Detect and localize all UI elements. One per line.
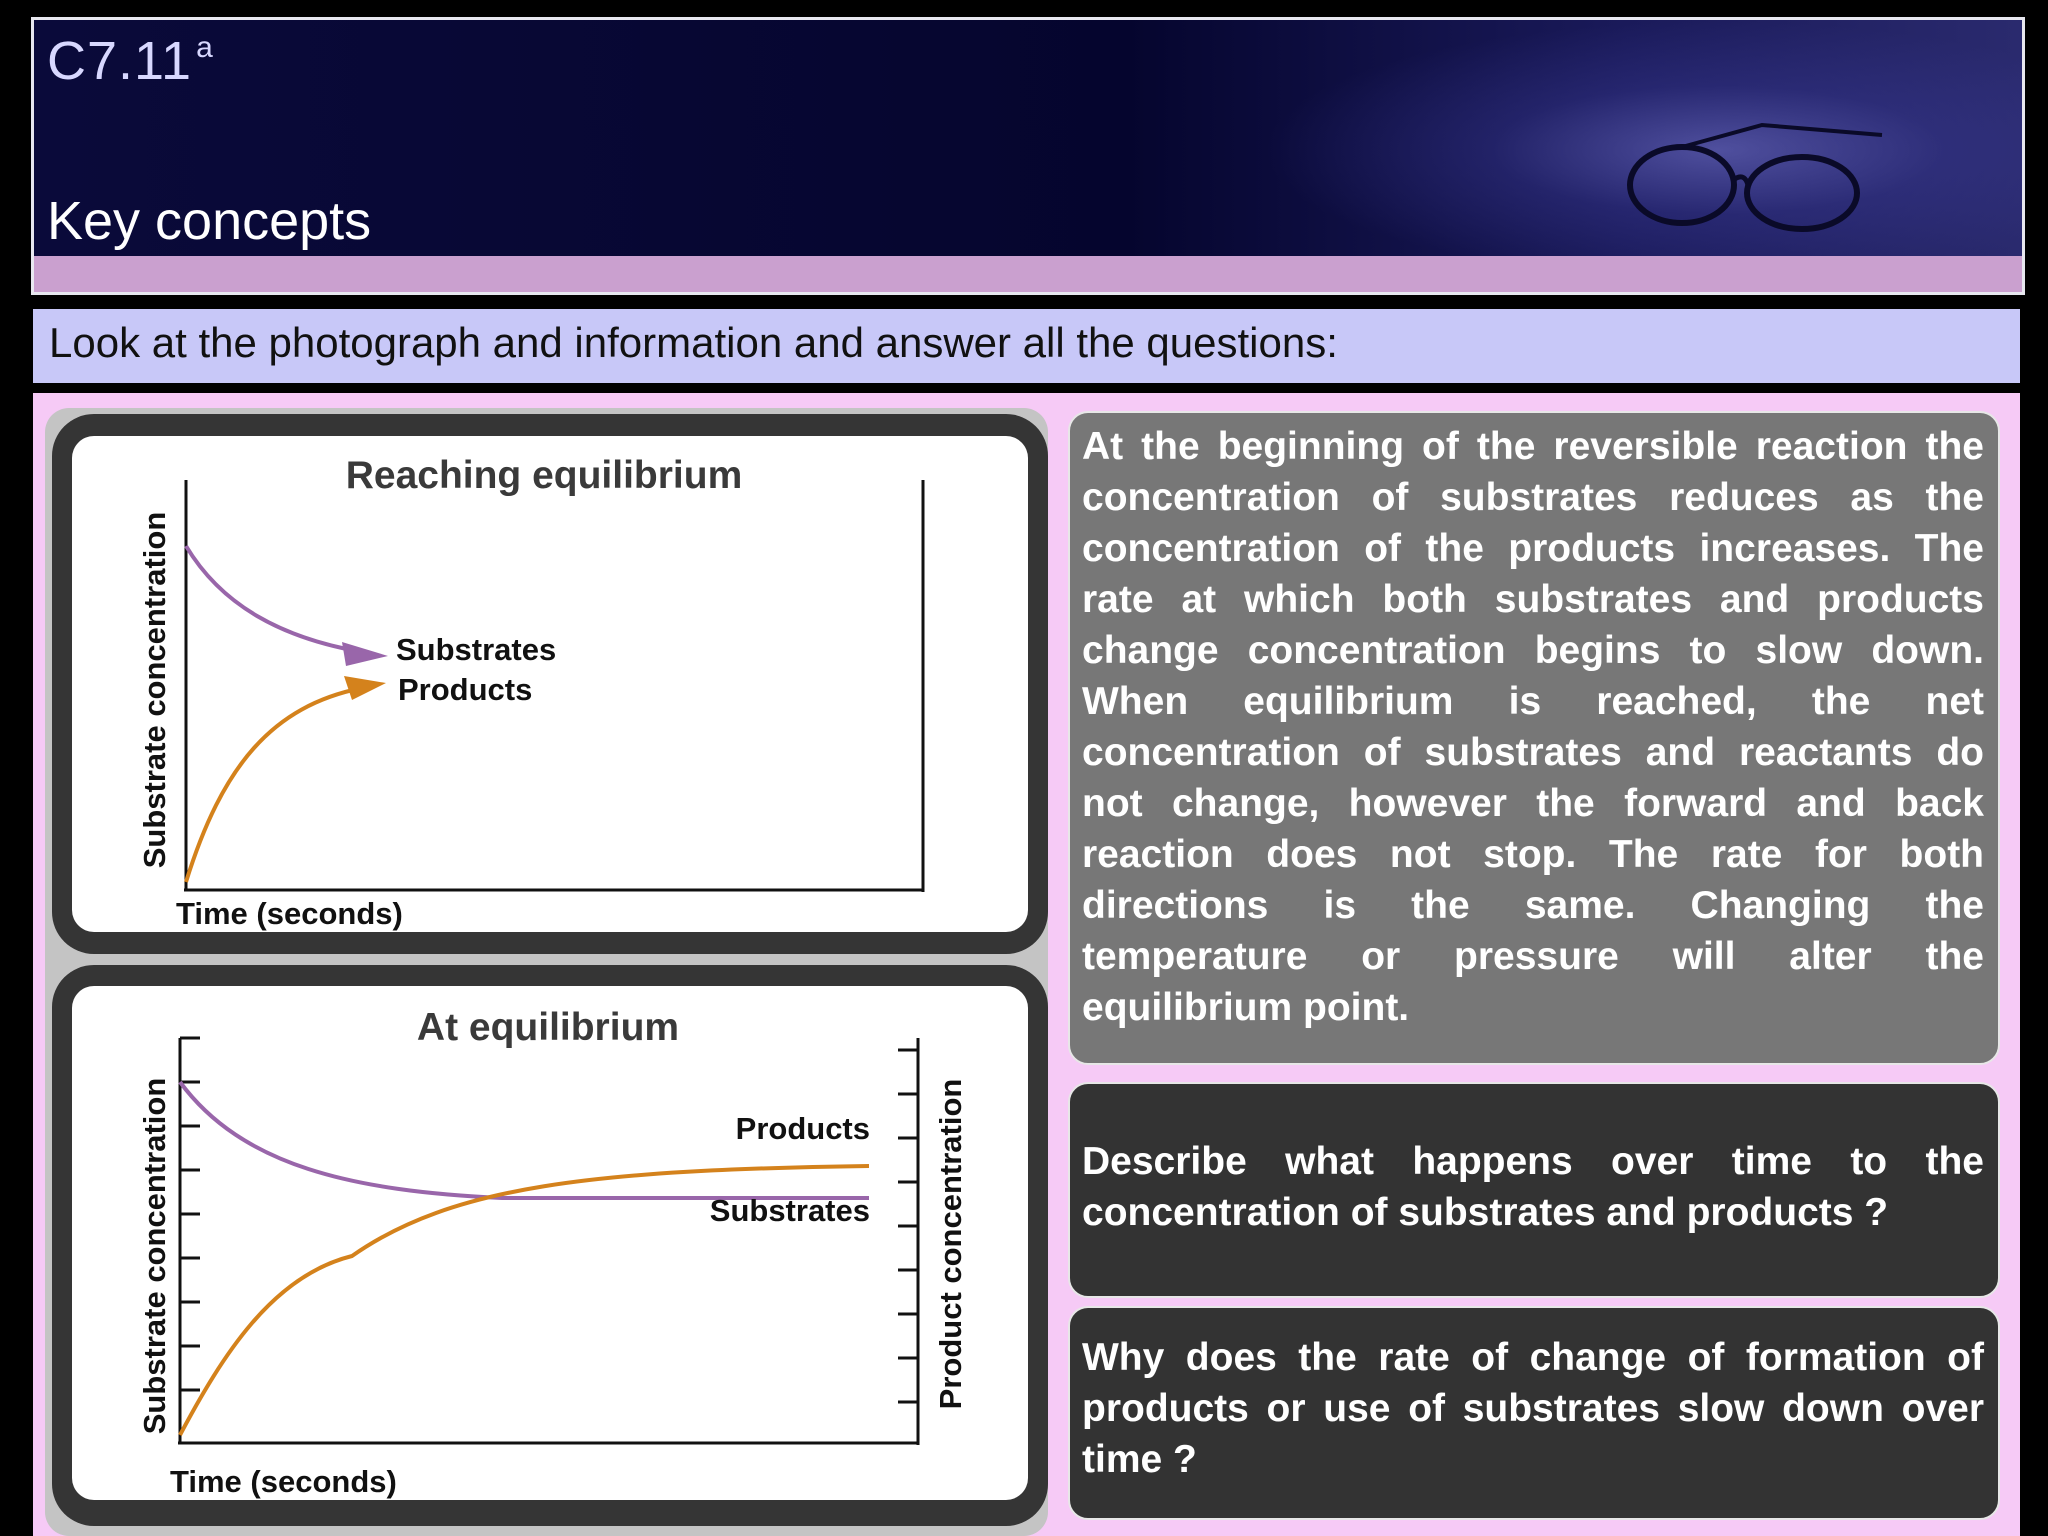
slide-code: C7.11 $^a$ [47, 31, 214, 91]
instruction-text: Look at the photograph and information and answer all the questions: [49, 319, 1338, 366]
page-title: Key concepts [47, 191, 372, 251]
products-label: Products [398, 672, 533, 707]
question-box-2[interactable] [1068, 1306, 2000, 1520]
instruction-bar [33, 309, 2020, 383]
glasses-icon [1612, 115, 1912, 235]
slide-header [31, 17, 2025, 295]
y-axis-label: Substrate concentration [137, 511, 172, 869]
substrates-label: Substrates [709, 1193, 870, 1228]
y-axis-left-label: Substrate concentration [137, 1077, 172, 1435]
reaching-equilibrium-graph [72, 436, 1028, 932]
graph-card-at-equilibrium [52, 965, 1048, 1526]
question-1-text: Describe what happens over time to the concentration of substrates and products ? [1082, 1140, 1984, 1234]
info-text-box [1068, 411, 2000, 1065]
graph-background [72, 986, 1028, 1500]
substrates-label: Substrates [396, 632, 557, 667]
question-2-text: Why does the rate of change of formation of products or use of substrates slow down over time ? [1082, 1336, 1984, 1481]
x-axis-label: Time (seconds) [170, 1464, 397, 1499]
graph-background [72, 436, 1028, 932]
graph-title: At equilibrium [416, 1006, 680, 1049]
header-stripe [34, 256, 2022, 292]
x-axis-label: Time (seconds) [176, 896, 403, 931]
info-text: At the beginning of the reversible reaction the concentration of substrates reduces as the concentration of the products increases. The rate at which both substrates and products change concentration begins to slow down. When equilibrium is reached, the net concentration of substrates and reactants do not change, however the forward and back reaction does not stop. The rate for both directions is the same. Changing the temperature or pressure will alter the equilibrium point. [1082, 425, 1984, 1029]
slide-code-superscript: a [196, 31, 214, 64]
at-equilibrium-graph [72, 986, 1028, 1500]
products-label: Products [735, 1111, 870, 1146]
graph-title: Reaching equilibrium [345, 454, 743, 497]
y-axis-right-label: Product concentration [933, 1078, 968, 1410]
question-box-1[interactable] [1068, 1082, 2000, 1298]
graph-card-reaching [52, 414, 1048, 954]
